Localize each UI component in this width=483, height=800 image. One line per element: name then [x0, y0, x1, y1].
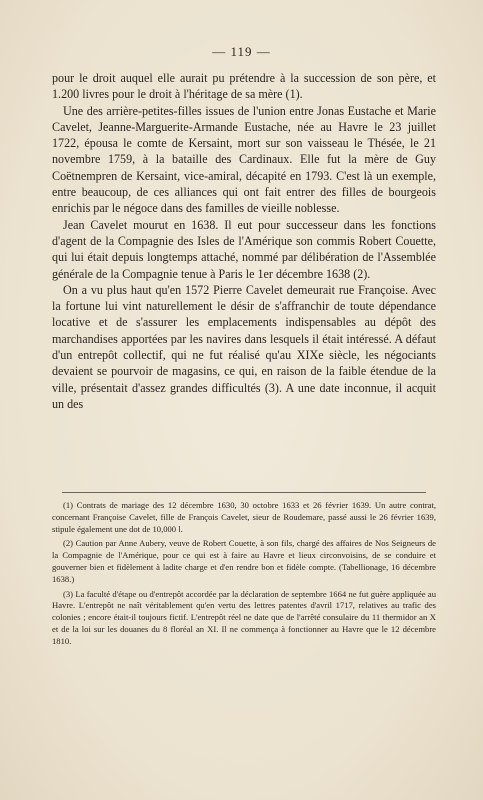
- paragraph-2: Une des arrière-petites-filles issues de l'union entre Jonas Eustache et Marie Cavelet, Jeanne-Marguerite-Armande Eustache, née au Havre le 23 juillet 1722, épousa le comte de Kersaint, mort sur son vaisseau le Thésée, le 21 novembre 1759, à la bataille des Cardinaux. Elle fut la mère de Guy Coëtnempren de Kersaint, vice-amiral, décapité en 1793. C'est là un exemple, entre beaucoup, de ces alliances qui ont fait entrer des filles de bourgeois enrichis par le négoce dans des familles de vieille noblesse.: [52, 103, 436, 216]
- footnote-2: (2) Caution par Anne Aubery, veuve de Robert Couette, à son fils, chargé des affaires de Nos Seigneurs de la Compagnie de l'Amérique, pour ce qui est à faire au Havre et lieux circonvoisins, de se conduire et gouverner bien et fidèlement à ladite charge et d'en rendre bon et fidèle compte. (Tabellionage, 16 décembre 1638.): [52, 538, 436, 584]
- paragraph-1: pour le droit auquel elle aurait pu prétendre à la succession de son père, et 1.200 livres pour le droit à l'héritage de sa mère (1).: [52, 71, 436, 102]
- footnote-1: (1) Contrats de mariage des 12 décembre 1630, 30 octobre 1633 et 26 février 1639. Un autre contrat, concernant Françoise Cavelet, fille de François Cavelet, sieur de Roudemare, passé aussi le 26 février 1639, stipule également une dot de 10,000 l.: [52, 500, 436, 534]
- paragraph-3: Jean Cavelet mourut en 1638. Il eut pour successeur dans les fonctions d'agent de la Compagnie des Isles de l'Amérique son commis Robert Couette, qui lui était depuis longtemps attaché, nommé par délibération de l'Assemblée générale de la Compagnie tenue à Paris le 1er décembre 1638 (2).: [52, 217, 436, 281]
- footnote-separator: [62, 492, 426, 493]
- footnote-3: (3) La faculté d'étape ou d'entrepôt accordée par la déclaration de septembre 1664 ne fut guère appliquée au Havre. L'entrepôt ne naît véritablement qu'en vertu des lettres patentes d'avril 1717, relatives au trafic des colonies ; encore était-il toujours fictif. L'entrepôt réel ne date que de l'arrêté consulaire du 11 thermidor an X et de la loi sur les douanes du 8 floréal an XI. Il ne commença à fonctionner au Havre que le 12 décembre 1810.: [52, 588, 436, 646]
- page-number: — 119 —: [212, 44, 271, 59]
- body-text: [52, 70, 436, 412]
- paragraph-4: On a vu plus haut qu'en 1572 Pierre Cavelet demeurait rue Françoise. Avec la fortune lui vint naturellement le désir de s'affranchir de toute dépendance locative et de s'assurer les emplacements indispensables au dépôt des marchandises apportées par les navires dans lesquels il était intéressé. A défaut d'un entrepôt collectif, qui ne fut réalisé qu'au XIXe siècle, les négociants devaient se pourvoir de magasins, ce qui, en raison de la faible étendue de la ville, présentait d'assez grandes difficultés (3). A une date inconnue, il acquit un des: [52, 282, 436, 411]
- footnotes: [52, 500, 436, 651]
